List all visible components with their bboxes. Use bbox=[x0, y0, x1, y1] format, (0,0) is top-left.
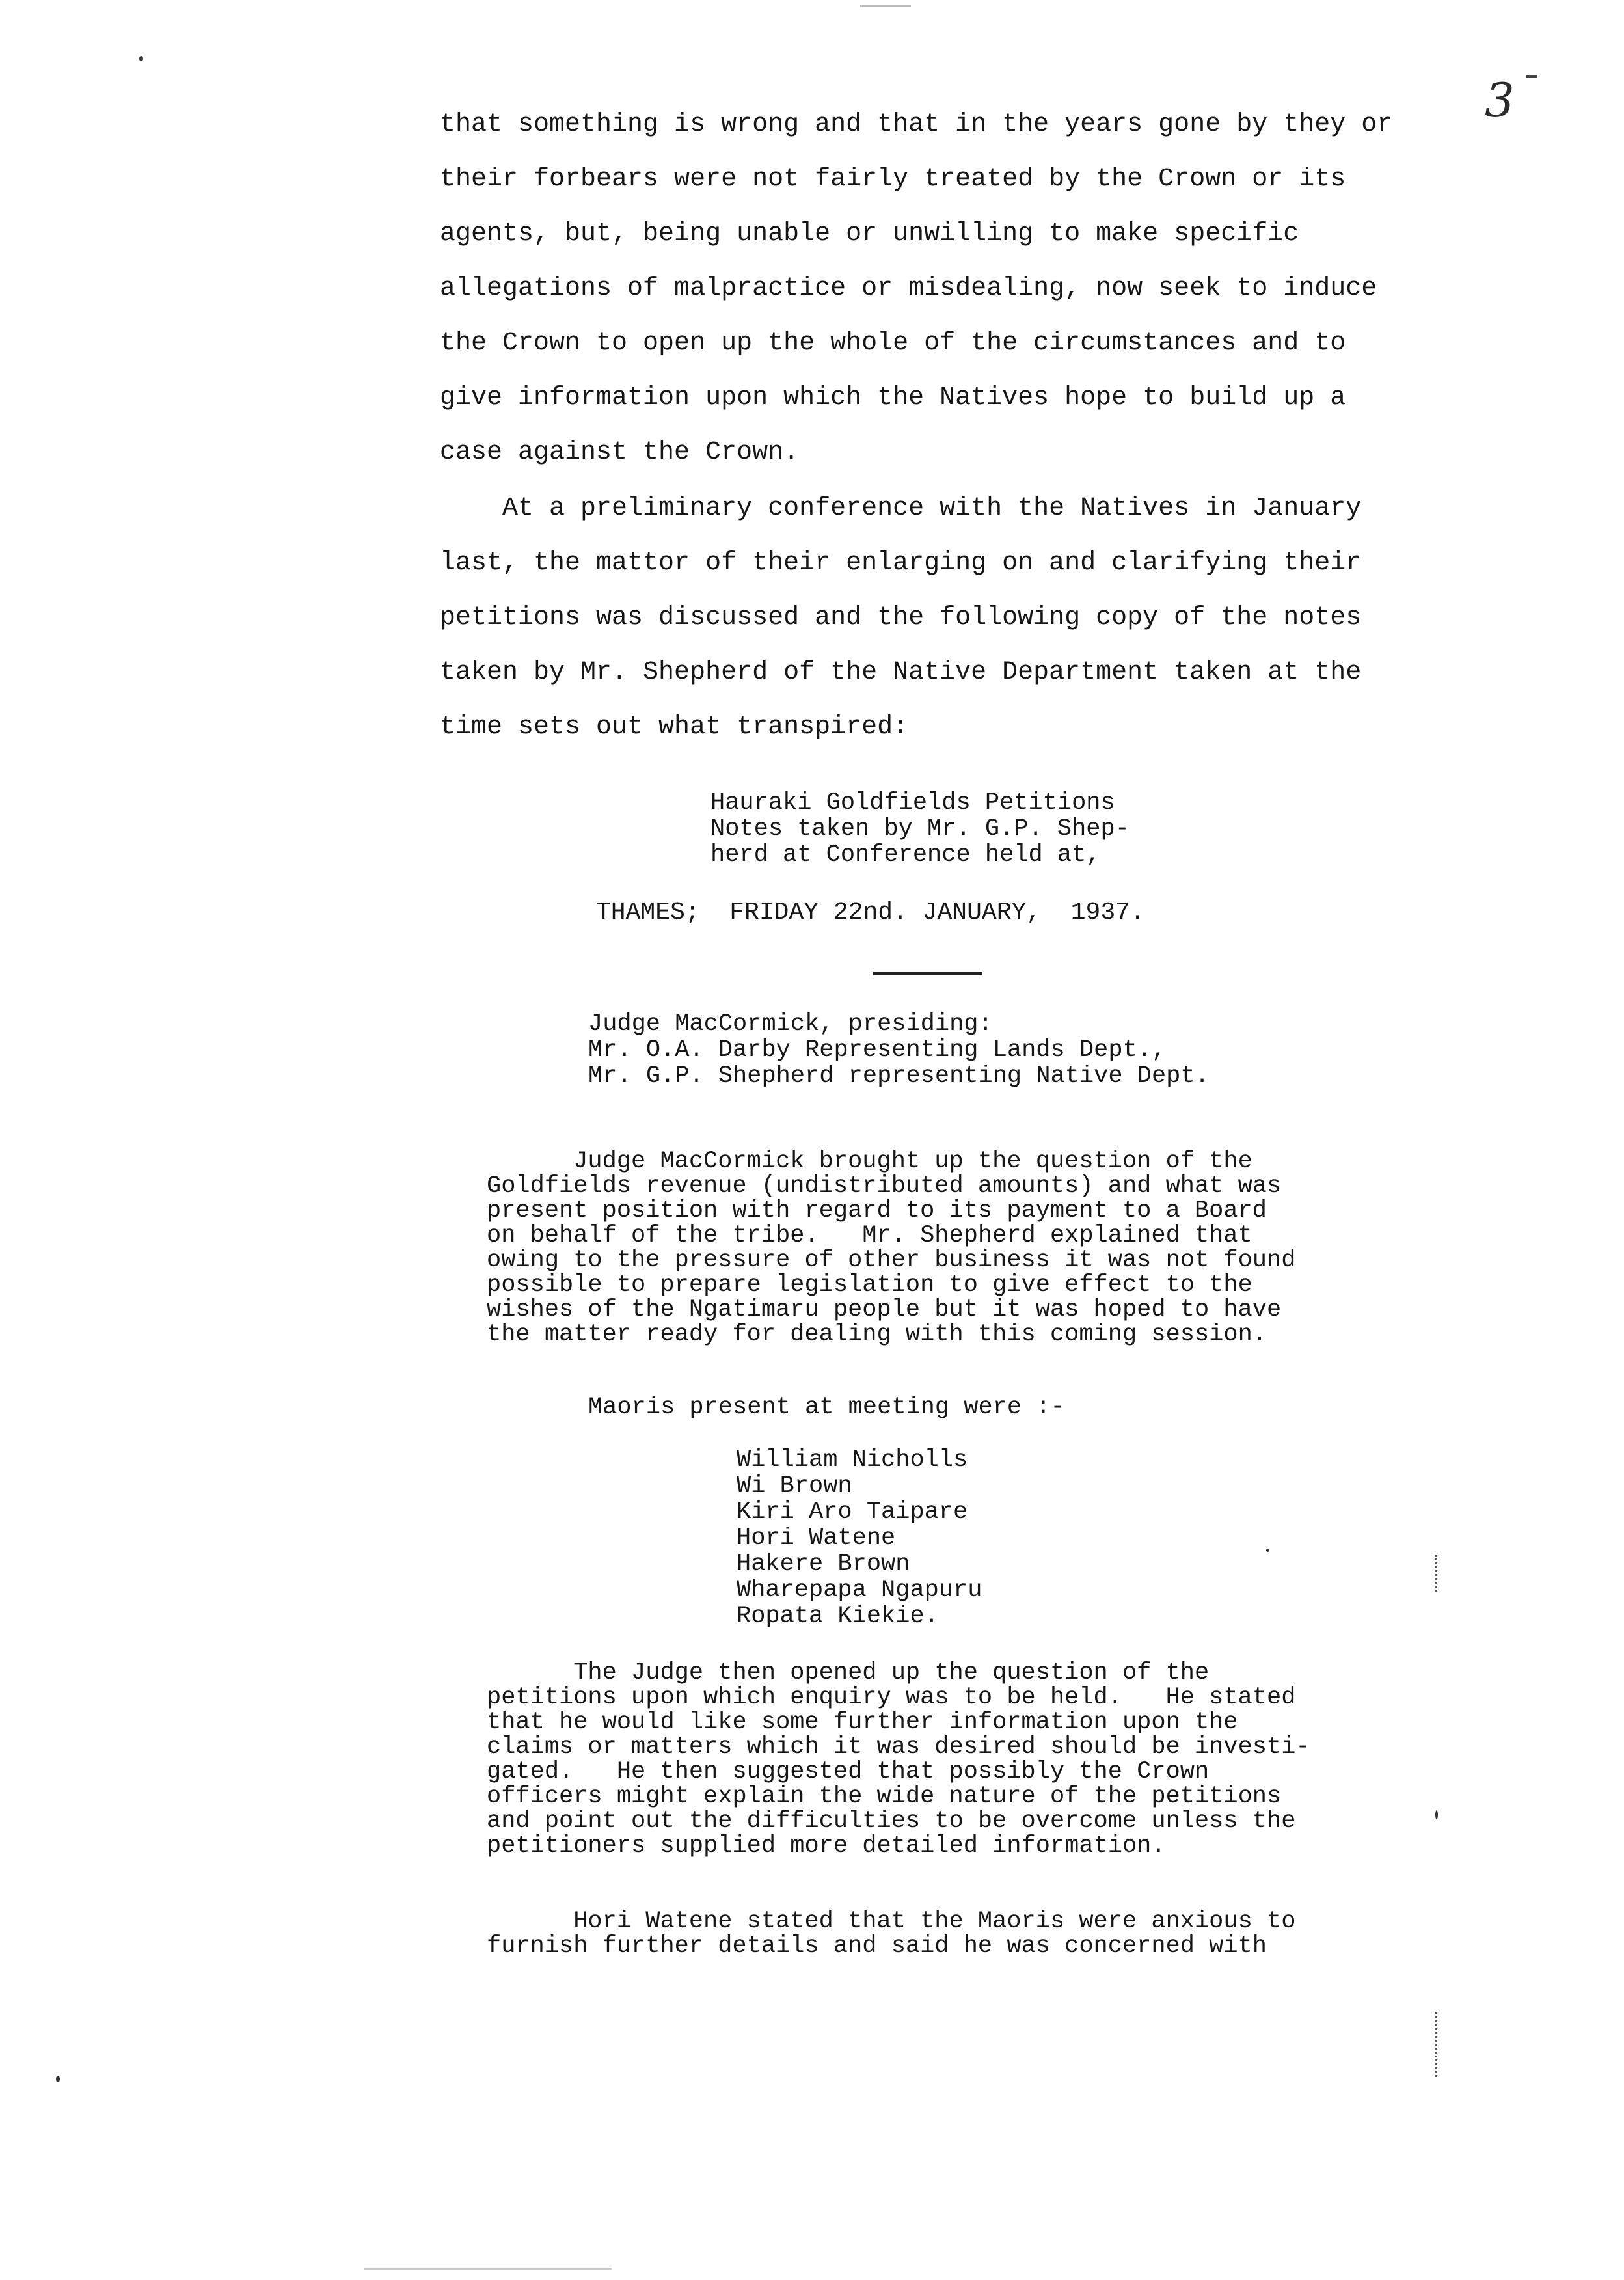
official-line: Mr. O.A. Darby Representing Lands Dept., bbox=[588, 1037, 1167, 1064]
text-line: officers might explain the wide nature of the petitions bbox=[487, 1783, 1282, 1810]
text-line: Hori Watene stated that the Maoris were anxious to bbox=[487, 1908, 1296, 1935]
list-item: Hakere Brown bbox=[737, 1551, 910, 1578]
notes-paragraph-revenue bbox=[487, 1149, 1411, 1347]
top-edge-mark bbox=[860, 5, 911, 7]
page-number-dash bbox=[1526, 75, 1537, 78]
text-line: case against the Crown. bbox=[440, 438, 800, 467]
heading-line: herd at Conference held at, bbox=[710, 841, 1101, 869]
text-line: their forbears were not fairly treated by the Crown or its bbox=[440, 165, 1346, 194]
text-line: furnish further details and said he was concerned with bbox=[487, 1933, 1267, 1960]
heading-line: Hauraki Goldfields Petitions bbox=[710, 789, 1115, 817]
text-line: wishes of the Ngatimaru people but it was hoped to have bbox=[487, 1296, 1282, 1323]
text-line: The Judge then opened up the question of the bbox=[487, 1659, 1210, 1687]
text-line: give information upon which the Natives hope to build up a bbox=[440, 383, 1346, 413]
text-line: present position with regard to its payment to a Board bbox=[487, 1197, 1267, 1225]
text-line: time sets out what transpired: bbox=[440, 712, 909, 742]
notes-paragraph-hori-watene bbox=[487, 1909, 1411, 1959]
text-line: owing to the pressure of other business it was not found bbox=[487, 1247, 1296, 1274]
maoris-present-intro: Maoris present at meeting were :- bbox=[588, 1394, 1065, 1421]
text-line: last, the mattor of their enlarging on and clarifying their bbox=[440, 549, 1362, 578]
notes-date-line: THAMES; FRIDAY 22nd. JANUARY, 1937. bbox=[596, 899, 1145, 927]
text-line: gated. He then suggested that possibly the Crown bbox=[487, 1758, 1210, 1785]
scan-speck bbox=[1435, 1810, 1438, 1819]
list-item: William Nicholls bbox=[737, 1446, 968, 1474]
official-line: Mr. G.P. Shepherd representing Native Dept. bbox=[588, 1063, 1210, 1090]
scan-speck bbox=[56, 2076, 60, 2082]
text-line: that he would like some further information upon the bbox=[487, 1709, 1238, 1736]
text-line: that something is wrong and that in the years gone by they or bbox=[440, 110, 1393, 139]
text-line: the Crown to open up the whole of the circumstances and to bbox=[440, 329, 1346, 358]
scan-dotted-mark bbox=[1435, 2012, 1439, 2077]
heading-line: Notes taken by Mr. G.P. Shep- bbox=[710, 815, 1130, 843]
text-line: petitioners supplied more detailed information. bbox=[487, 1832, 1166, 1860]
page-number: 3 bbox=[1485, 73, 1515, 128]
maoris-present-list bbox=[737, 1447, 982, 1629]
conference-paragraph bbox=[440, 482, 1416, 755]
text-line: allegations of malpractice or misdealing, now seek to induce bbox=[440, 274, 1377, 303]
official-line: Judge MacCormick, presiding: bbox=[588, 1011, 993, 1038]
list-item: Hori Watene bbox=[737, 1525, 896, 1552]
scan-speck bbox=[139, 56, 143, 61]
text-line: on behalf of the tribe. Mr. Shepherd explained that bbox=[487, 1222, 1252, 1249]
text-line: Goldfields revenue (undistributed amounts) and what was bbox=[487, 1173, 1282, 1200]
text-line: claims or matters which it was desired should be investi- bbox=[487, 1733, 1310, 1761]
text-line: agents, but, being unable or unwilling to make specific bbox=[440, 219, 1299, 249]
text-line: Judge MacCormick brought up the question of the bbox=[487, 1148, 1252, 1175]
text-line: taken by Mr. Shepherd of the Native Department taken at the bbox=[440, 658, 1362, 687]
notes-paragraph-petitions bbox=[487, 1661, 1411, 1858]
bottom-edge-mark bbox=[364, 2268, 612, 2270]
text-line: petitions upon which enquiry was to be held. He stated bbox=[487, 1684, 1296, 1711]
list-item: Wi Brown bbox=[737, 1472, 852, 1500]
text-line: possible to prepare legislation to give effect to the bbox=[487, 1271, 1252, 1299]
intro-paragraph bbox=[440, 98, 1416, 480]
notes-divider bbox=[873, 972, 982, 975]
scan-speck bbox=[1266, 1549, 1269, 1552]
text-line: petitions was discussed and the following copy of the notes bbox=[440, 603, 1362, 632]
text-line: and point out the difficulties to be overcome unless the bbox=[487, 1808, 1296, 1835]
scan-dotted-mark bbox=[1435, 1555, 1439, 1592]
text-line: the matter ready for dealing with this coming session. bbox=[487, 1321, 1267, 1348]
list-item: Ropata Kiekie. bbox=[737, 1603, 939, 1630]
officials-present bbox=[588, 1011, 1210, 1089]
list-item: Kiri Aro Taipare bbox=[737, 1499, 968, 1526]
text-line: At a preliminary conference with the Natives in January bbox=[440, 494, 1362, 523]
list-item: Wharepapa Ngapuru bbox=[737, 1577, 982, 1604]
notes-heading bbox=[710, 790, 1130, 868]
